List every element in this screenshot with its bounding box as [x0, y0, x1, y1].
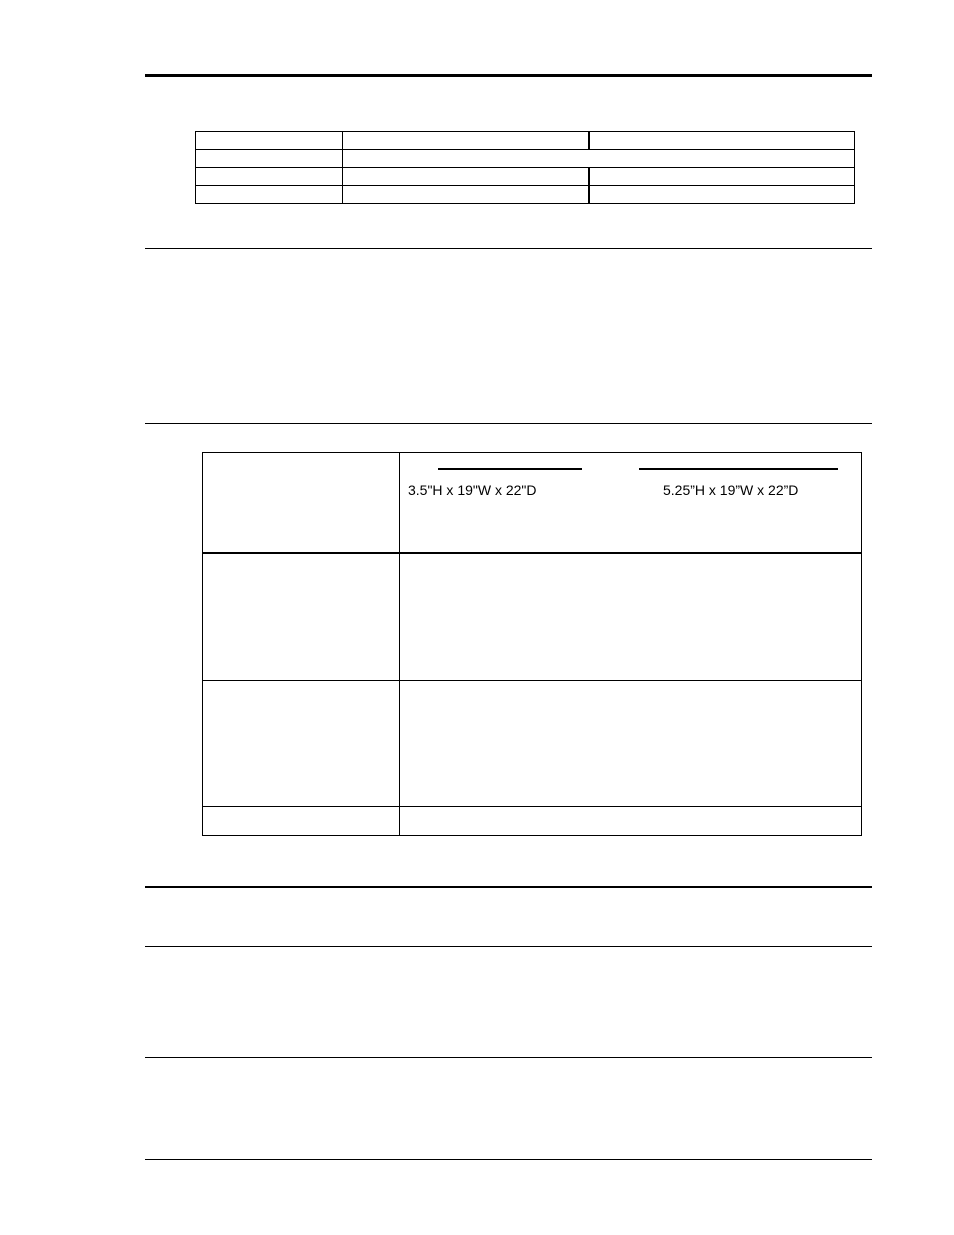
table-cell [589, 132, 855, 150]
summary-table [195, 131, 855, 204]
table-cell [203, 553, 400, 681]
table-cell [203, 807, 400, 836]
table-cell [343, 186, 590, 204]
section-divider [145, 886, 872, 888]
table-row [203, 553, 862, 681]
section-divider [145, 423, 872, 424]
section-divider [145, 946, 872, 947]
table-cell [203, 453, 400, 554]
footer-rule [145, 1159, 872, 1160]
section-divider [145, 1057, 872, 1058]
table-cell [203, 681, 400, 807]
dimension-underline [438, 468, 582, 470]
table-row [196, 150, 855, 168]
specifications-table [202, 452, 862, 836]
table-cell [343, 168, 590, 186]
dimensions-cell [400, 453, 862, 554]
table-cell [400, 681, 862, 807]
table-cell [343, 132, 590, 150]
table-cell [343, 150, 855, 168]
table-cell [196, 132, 343, 150]
table-cell [400, 807, 862, 836]
table-row [203, 453, 862, 554]
table-cell [400, 553, 862, 681]
table-row [203, 807, 862, 836]
table-cell [196, 168, 343, 186]
table-row [196, 168, 855, 186]
table-cell [589, 186, 855, 204]
table-row [203, 681, 862, 807]
dimensions-model-a: 3.5"H x 19"W x 22"D [408, 482, 537, 498]
dimensions-model-b: 5.25”H x 19”W x 22”D [663, 482, 799, 498]
header-rule [145, 74, 872, 77]
dimension-underline [639, 468, 838, 470]
table-cell [196, 186, 343, 204]
table-cell [589, 168, 855, 186]
table-row [196, 132, 855, 150]
section-divider [145, 248, 872, 249]
table-row [196, 186, 855, 204]
table-cell [196, 150, 343, 168]
